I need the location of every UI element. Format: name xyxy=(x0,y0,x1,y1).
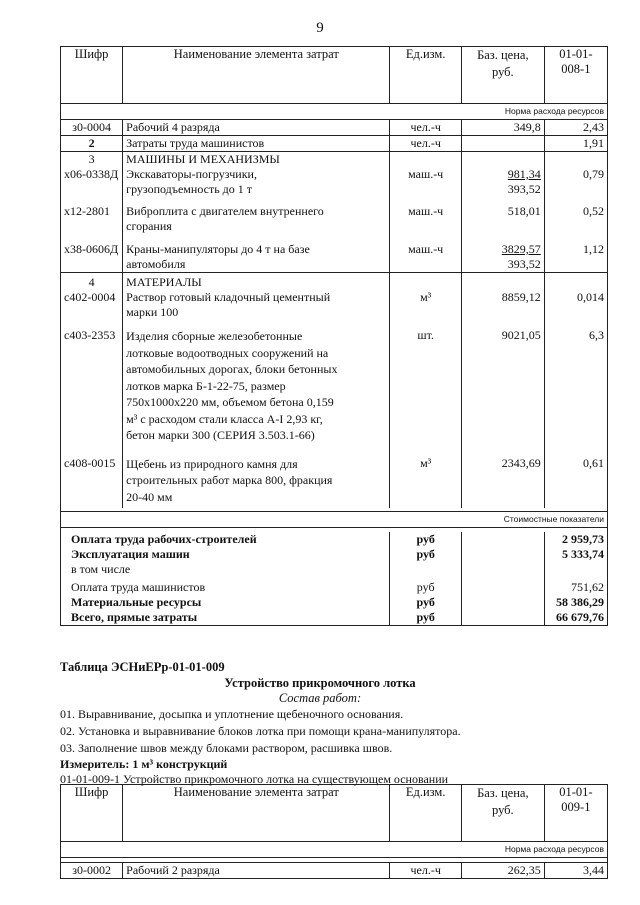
row-code: с403-2353 xyxy=(61,320,123,444)
row-code: х38-0606Д xyxy=(61,234,123,273)
row-norm: 3,44 xyxy=(544,863,607,879)
work-item-1: 01. Выравнивание, досыпка и уплотнение щебеночного основания. xyxy=(60,707,404,721)
row-code: з0-0002 xyxy=(61,863,123,879)
norm-label-row xyxy=(61,104,608,120)
total-value: 2 959,73 xyxy=(544,532,607,547)
total-sub-label: в том числе xyxy=(61,562,390,576)
total-label: Оплата труда машинистов xyxy=(61,576,390,595)
row-norm: 0,79 xyxy=(544,167,607,197)
row-unit: маш.-ч xyxy=(390,197,461,234)
totals-subrow xyxy=(61,562,608,576)
row-price: 8859,12 xyxy=(461,290,544,320)
row-name: Затраты труда машинистов xyxy=(123,136,390,152)
header-ref-code: 01-01-009-1 xyxy=(544,785,607,842)
table-row xyxy=(61,234,608,273)
total-unit: руб xyxy=(390,576,461,595)
section-row xyxy=(61,152,608,168)
table-header-row xyxy=(61,47,608,104)
resource-table-01-01-009-1 xyxy=(60,784,608,879)
section-code: 3 xyxy=(61,152,123,168)
cost-indicators-label: Стоимостные показатели xyxy=(61,512,608,528)
row-price: 349,8 xyxy=(461,120,544,136)
resource-table-01-01-008-1 xyxy=(60,46,608,626)
row-norm: 6,3 xyxy=(544,320,607,444)
row-unit: чел.-ч xyxy=(390,863,461,879)
section-heading: Устройство прикромочного лотка xyxy=(224,676,416,690)
norm-label-row xyxy=(61,842,608,858)
norm-label: Норма расхода ресурсов xyxy=(61,104,608,120)
total-unit: руб xyxy=(390,547,461,562)
total-label: Оплата труда рабочих-строителей xyxy=(61,532,390,547)
row-name: Виброплита с двигателем внутреннего сгорания xyxy=(123,197,390,234)
totals-row xyxy=(61,576,608,595)
composition-label: Состав работ: xyxy=(278,691,362,705)
total-value: 751,62 xyxy=(544,576,607,595)
total-value: 66 679,76 xyxy=(544,610,607,626)
total-value: 5 333,74 xyxy=(544,547,607,562)
table-title: Таблица ЭСНиЕРр-01-01-009 xyxy=(60,660,225,674)
variant-title: 01-01-009-1 Устройство прикромочного лотка на существующем основании xyxy=(60,772,449,786)
header-name: Наименование элемента затрат xyxy=(123,47,390,104)
row-unit: шт. xyxy=(390,320,461,444)
row-price: 262,35 xyxy=(461,863,544,879)
table-row xyxy=(61,444,608,509)
row-code: с402-0004 xyxy=(61,290,123,320)
totals-row xyxy=(61,610,608,626)
total-unit: руб xyxy=(390,532,461,547)
total-label: Материальные ресурсы xyxy=(61,595,390,610)
totals-row xyxy=(61,595,608,610)
row-price xyxy=(461,136,544,152)
total-unit: руб xyxy=(390,595,461,610)
row-unit: чел.-ч xyxy=(390,120,461,136)
page-number: 9 xyxy=(316,20,324,36)
row-norm: 0,61 xyxy=(544,444,607,509)
total-label: Эксплуатация машин xyxy=(61,547,390,562)
total-value: 58 386,29 xyxy=(544,595,607,610)
row-norm: 1,12 xyxy=(544,234,607,273)
section-title: МАТЕРИАЛЫ xyxy=(123,273,390,291)
row-price: 981,34 393,52 xyxy=(461,167,544,197)
row-name: Щебень из природного камня для строительных работ марка 800, фракция 20-40 мм xyxy=(123,444,390,509)
work-item-2: 02. Установка и выравнивание блоков лотка при помощи крана-манипулятора. xyxy=(60,724,461,738)
header-unit: Ед.изм. xyxy=(390,47,461,104)
row-unit: м³ xyxy=(390,290,461,320)
header-unit: Ед.изм. xyxy=(390,785,461,842)
row-name: Рабочий 4 разряда xyxy=(123,120,390,136)
row-name: Краны-манипуляторы до 4 т на базе автомобиля xyxy=(123,234,390,273)
cost-indicators-row xyxy=(61,512,608,528)
table-row xyxy=(61,167,608,197)
row-name: Экскаваторы-погрузчики, грузоподъемность до 1 т xyxy=(123,167,390,197)
row-name: Рабочий 2 разряда xyxy=(123,863,390,879)
meter-label: Измеритель: 1 м³ конструкций xyxy=(60,757,228,771)
header-code: Шифр xyxy=(61,785,123,842)
row-norm: 2,43 xyxy=(544,120,607,136)
row-code: х12-2801 xyxy=(61,197,123,234)
row-code: х06-0338Д xyxy=(61,167,123,197)
row-code: з0-0004 xyxy=(61,120,123,136)
totals-row xyxy=(61,532,608,547)
table-row xyxy=(61,197,608,234)
row-norm: 1,91 xyxy=(544,136,607,152)
row-norm: 0,52 xyxy=(544,197,607,234)
row-unit: м³ xyxy=(390,444,461,509)
row-unit: маш.-ч xyxy=(390,234,461,273)
section-row xyxy=(61,273,608,291)
table-row xyxy=(61,320,608,444)
total-label: Всего, прямые затраты xyxy=(61,610,390,626)
totals-row xyxy=(61,547,608,562)
row-price: 3829,57 393,52 xyxy=(461,234,544,273)
header-price: Баз. цена, руб. xyxy=(461,47,544,104)
table-header-row xyxy=(61,785,608,842)
row-unit: маш.-ч xyxy=(390,167,461,197)
norm-label: Норма расхода ресурсов xyxy=(61,842,608,858)
table-row xyxy=(61,863,608,879)
row-unit: чел.-ч xyxy=(390,136,461,152)
row-name: Изделия сборные железобетонные лотковые водоотводных сооружений на автомобильных дорогах, блоки бетонных лотков марка Б-1-22-75, размер 750х1000х220 мм, объемом бетона 0,159 м³ с расходом стали класса А-I 2,93 кг, бетон марки 300 (СЕРИЯ 3.503.1-66) xyxy=(123,320,390,444)
header-ref-code: 01-01-008-1 xyxy=(544,47,607,104)
work-item-3: 03. Заполнение швов между блоками раствором, расшивка швов. xyxy=(60,741,393,755)
row-price: 9021,05 xyxy=(461,320,544,444)
header-name: Наименование элемента затрат xyxy=(123,785,390,842)
header-code: Шифр xyxy=(61,47,123,104)
section-code: 4 xyxy=(61,273,123,291)
row-norm: 0,014 xyxy=(544,290,607,320)
row-code: с408-0015 xyxy=(61,444,123,509)
table-row xyxy=(61,120,608,136)
row-code: 2 xyxy=(61,136,123,152)
table-row xyxy=(61,290,608,320)
total-unit: руб xyxy=(390,610,461,626)
section-title: МАШИНЫ И МЕХАНИЗМЫ xyxy=(123,152,390,168)
header-price: Баз. цена, руб. xyxy=(461,785,544,842)
table-row xyxy=(61,136,608,152)
row-name: Раствор готовый кладочный цементный марки 100 xyxy=(123,290,390,320)
row-price: 518,01 xyxy=(461,197,544,234)
row-price: 2343,69 xyxy=(461,444,544,509)
